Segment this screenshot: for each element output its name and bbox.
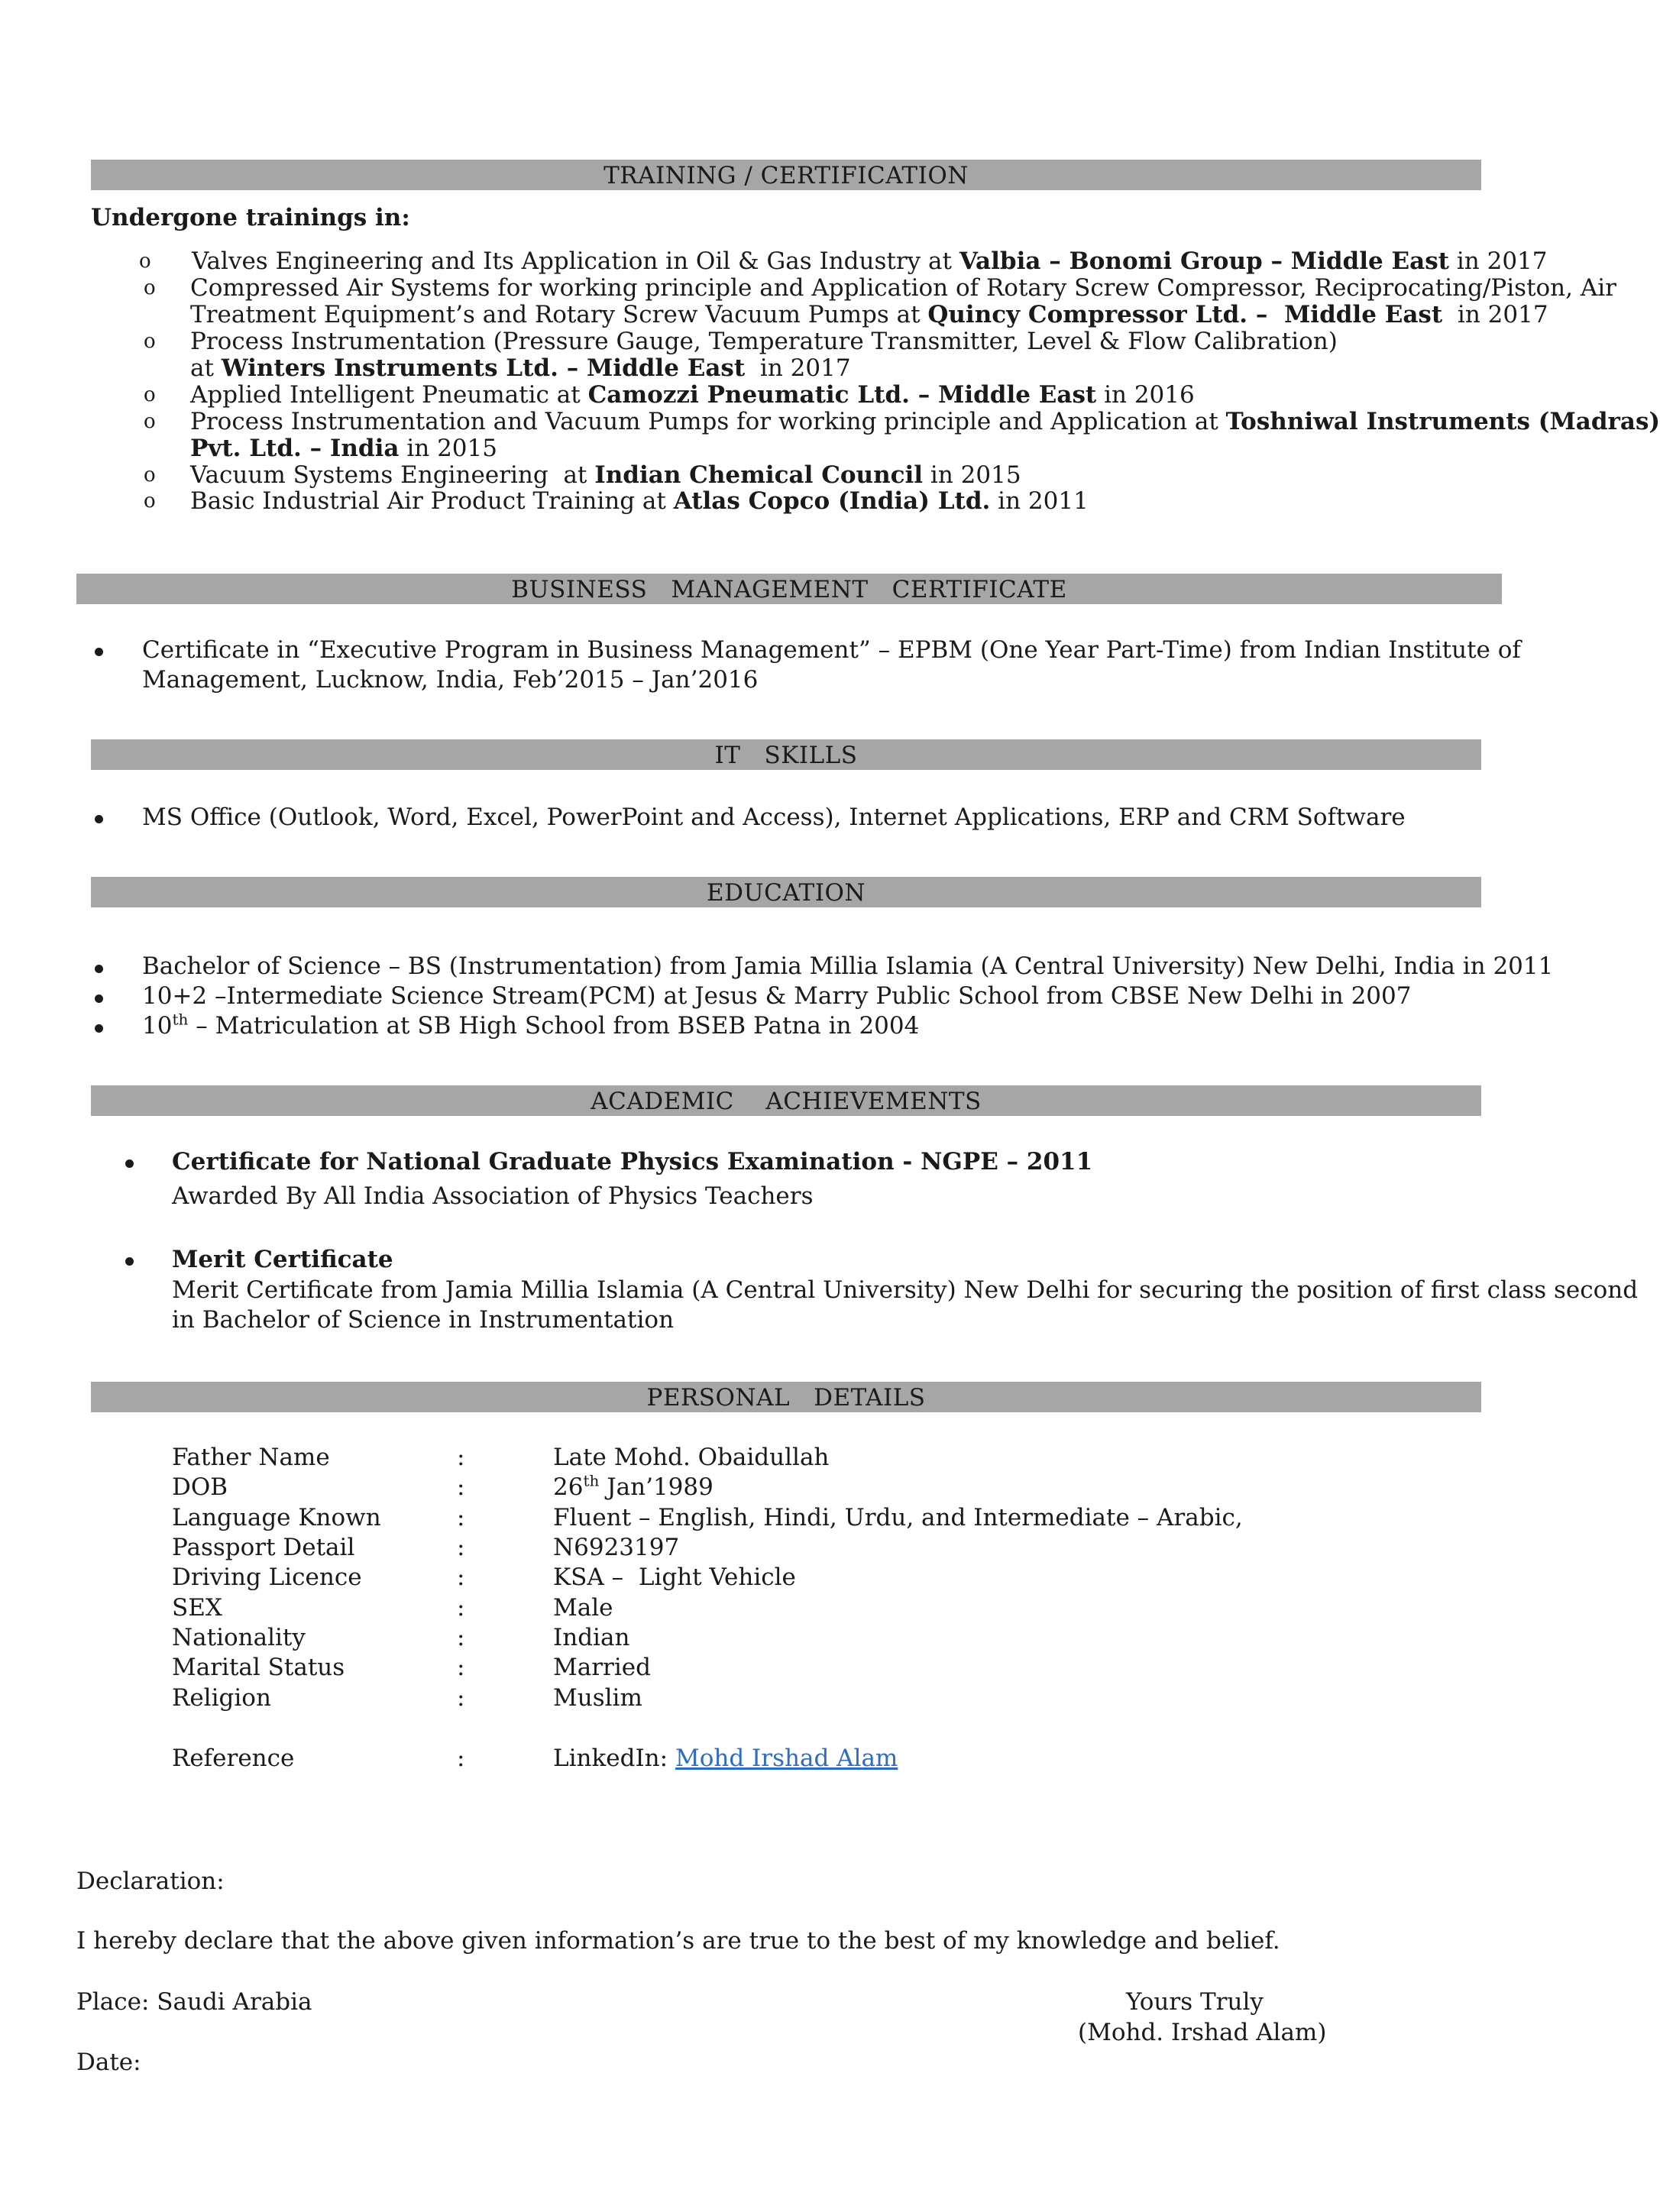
training-org-text: Quincy Compressor Ltd. – Middle East [927,301,1443,328]
training-text: in 2016 [1096,381,1195,409]
training-heading: TRAINING / CERTIFICATION [603,162,969,189]
training-item-1-line-1 [192,247,1548,275]
personal-value-driving-licence: KSA – Light Vehicle [553,1564,796,1591]
reference-value [553,1747,898,1771]
personal-separator: : [457,1473,465,1501]
bullet-circle: o [144,490,156,513]
training-text: at [190,354,222,382]
training-intro: Undergone trainings in: [91,204,410,231]
reference-separator: : [457,1745,465,1772]
personal-section-header [91,1382,1481,1412]
personal-label-language-known: Language Known [172,1504,381,1531]
bullet-circle: o [139,250,151,273]
personal-separator: : [457,1504,465,1531]
training-text: in 2015 [399,435,497,462]
academic-section-header [91,1085,1481,1116]
bullet-circle: o [144,410,156,433]
training-text: Vacuum Systems Engineering at [190,461,595,489]
training-text: in 2017 [1442,301,1548,328]
linkedin-link[interactable]: Mohd Irshad Alam [675,1745,898,1772]
personal-heading: PERSONAL DETAILS [646,1384,926,1412]
training-text: Valves Engineering and Its Application in Oil & Gas Industry at [192,247,959,275]
it-skills-item: MS Office (Outlook, Word, Excel, PowerPoint and Access), Internet Applications, ERP and CRM Software [142,804,1406,831]
declaration-text: I hereby declare that the above given information’s are true to the best of my knowledge and belief. [76,1927,1280,1955]
training-org-text: Camozzi Pneumatic Ltd. – Middle East [587,381,1097,409]
personal-label-driving-licence: Driving Licence [172,1564,362,1591]
education-section-header [91,877,1481,907]
training-section-header [91,160,1481,190]
training-item-2-line-1 [190,276,1616,300]
personal-separator: : [457,1624,465,1651]
training-item-7-line-1 [190,487,1089,515]
bullet-circle: o [144,276,156,299]
training-text: in 2017 [745,354,851,382]
personal-separator: : [457,1534,465,1561]
training-text: Treatment Equipment’s and Rotary Screw Vacuum Pumps at [190,301,928,328]
training-org-text: Pvt. Ltd. – India [190,435,400,462]
training-item-5-line-1 [190,410,1660,434]
education-item-3-number: 10 [142,1012,173,1040]
personal-label-nationality: Nationality [172,1624,306,1651]
training-org-text: Atlas Copco (India) Ltd. [673,487,991,515]
training-text: Process Instrumentation and Vacuum Pumps for working principle and Application at [190,408,1226,435]
declaration-name: (Mohd. Irshad Alam) [1078,2019,1327,2046]
academic-achievement-2-desc-2: in Bachelor of Science in Instrumentation [172,1306,675,1334]
training-org-text: Winters Instruments Ltd. – Middle East [221,354,746,382]
training-item-3-line-2 [190,354,851,382]
business-heading: BUSINESS MANAGEMENT CERTIFICATE [511,576,1067,603]
reference-prefix: LinkedIn: [553,1745,675,1772]
bullet [125,1159,134,1168]
training-org-text: Indian Chemical Council [594,461,924,489]
personal-value-passport-detail: N6923197 [553,1534,680,1561]
education-item-3-suffix: th [172,1010,189,1029]
training-item-4-line-1 [190,383,1195,407]
personal-label-religion: Religion [172,1684,271,1712]
personal-label-father-name: Father Name [172,1444,330,1471]
education-item-2: 10+2 –Intermediate Science Stream(PCM) at Jesus & Marry Public School from CBSE New Delhi in 2007 [142,982,1412,1010]
training-text: Process Instrumentation (Pressure Gauge, Temperature Transmitter, Level & Flow Calibration) [190,328,1338,355]
personal-separator: : [457,1594,465,1622]
bullet-circle: o [144,464,156,487]
training-org-text: Valbia – Bonomi Group – Middle East [959,247,1450,275]
personal-separator: : [457,1654,465,1681]
declaration-date: Date: [76,2049,141,2076]
personal-value-religion: Muslim [553,1684,642,1712]
education-heading: EDUCATION [707,879,866,907]
bullet [95,648,103,656]
training-item-6-line-1 [190,461,1021,489]
it-skills-section-header [91,739,1481,770]
personal-separator: : [457,1444,465,1471]
reference-label: Reference [172,1745,295,1772]
academic-achievement-2-title: Merit Certificate [172,1246,393,1273]
academic-achievement-1-title: Certificate for National Graduate Physics Examination - NGPE – 2011 [172,1148,1093,1176]
training-text: in 2011 [990,487,1089,515]
education-item-3 [142,1010,920,1040]
academic-achievement-2-desc-1: Merit Certificate from Jamia Millia Islamia (A Central University) New Delhi for securing the position of first class second [172,1276,1639,1304]
education-item-3-text: – Matriculation at SB High School from BSEB Patna in 2004 [188,1012,920,1040]
training-text: Basic Industrial Air Product Training at [190,487,674,515]
bullet-circle: o [144,383,156,406]
training-text: Applied Intelligent Pneumatic at [190,381,588,409]
bullet [95,965,103,973]
bullet-circle: o [144,330,156,353]
training-text: in 2017 [1449,247,1548,275]
business-line-1: Certificate in “Executive Program in Business Management” – EPBM (One Year Part-Time) from Indian Institute of [142,636,1521,664]
personal-label-marital-status: Marital Status [172,1654,345,1681]
personal-separator: : [457,1684,465,1712]
education-item-1: Bachelor of Science – BS (Instrumentation) from Jamia Millia Islamia (A Central University) New Delhi, India in 2011 [142,952,1554,980]
personal-value-language-known: Fluent – English, Hindi, Urdu, and Intermediate – Arabic, [553,1504,1243,1531]
personal-value-father-name: Late Mohd. Obaidullah [553,1444,830,1471]
bullet [95,1024,103,1033]
training-item-3-line-1 [190,330,1338,354]
personal-label-dob: DOB [172,1473,228,1501]
declaration-title: Declaration: [76,1868,225,1895]
personal-separator: : [457,1564,465,1591]
academic-heading: ACADEMIC ACHIEVEMENTS [591,1088,982,1115]
academic-achievement-1-desc: Awarded By All India Association of Physics Teachers [172,1182,814,1210]
declaration-place: Place: Saudi Arabia [76,1988,312,2016]
declaration-closing: Yours Truly [1126,1988,1264,2016]
personal-value-marital-status: Married [553,1654,651,1681]
personal-value-dob: 26th Jan’1989 [553,1471,714,1501]
bullet [95,815,103,823]
business-line-2: Management, Lucknow, India, Feb’2015 – Jan’2016 [142,666,759,694]
training-item-2-line-2 [190,303,1548,327]
training-text: Compressed Air Systems for working principle and Application of Rotary Screw Compressor, Reciprocating/Piston, Air [190,274,1616,302]
training-item-5-line-2 [190,437,497,461]
business-section-header [76,574,1502,604]
training-text: in 2015 [923,461,1021,489]
personal-label-sex: SEX [172,1594,222,1622]
personal-value-nationality: Indian [553,1624,630,1651]
bullet [125,1257,134,1266]
it-skills-heading: IT SKILLS [714,742,858,769]
personal-label-passport-detail: Passport Detail [172,1534,355,1561]
personal-value-sex: Male [553,1594,613,1622]
bullet [95,994,103,1003]
training-org-text: Toshniwal Instruments (Madras) [1225,408,1660,435]
